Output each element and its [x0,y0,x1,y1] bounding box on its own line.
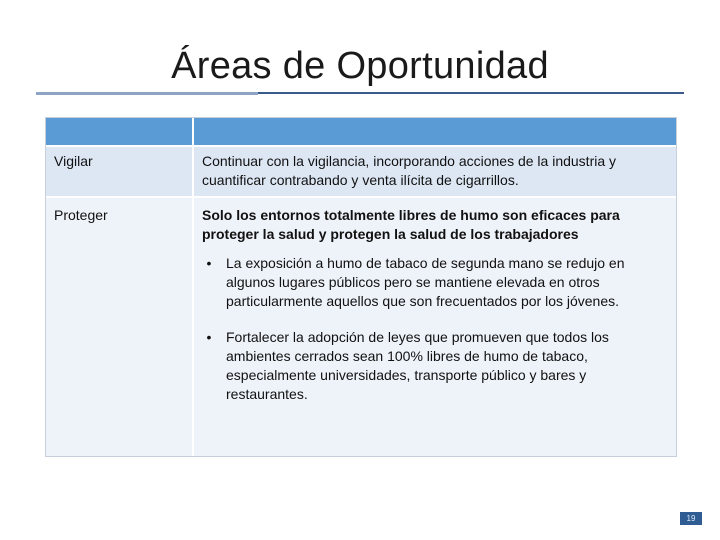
slide-title: Áreas de Oportunidad [171,45,549,87]
row-lead-proteger: Solo los entornos totalmente libres de humo son eficaces para proteger la salud y protegen la salud de los trabajadores [202,207,620,242]
title-underline-accent [36,92,258,95]
table-header-row [46,118,676,145]
row-text-vigilar: Continuar con la vigilancia, incorporando acciones de la industria y cuantificar contrabando y venta ilícita de cigarrillos. [202,153,617,188]
bullet-icon: • [206,255,212,271]
row-label-vigilar: Vigilar [46,147,194,196]
row-content-proteger [194,198,676,456]
bullet-text: La exposición a humo de tabaco de segunda mano se redujo en algunos lugares públicos pero se mantiene elevada en otros particularmente aquellos que son frecuentados por los jóvenes. [226,255,625,309]
table-row [46,196,676,456]
list-item [202,328,670,404]
table-header-cell [46,118,194,145]
row-label-proteger: Proteger [46,198,194,456]
page-number-badge: 19 [680,512,702,525]
table-row [46,145,676,196]
list-item [202,254,670,311]
bullet-text: Fortalecer la adopción de leyes que promueven que todos los ambientes cerrados sean 100% libres de humo de tabaco, especialmente universidades, transporte público y bares y restaurantes. [226,329,609,402]
bullet-icon: • [206,329,212,345]
bullet-list [202,254,670,404]
table-header-cell [194,118,676,145]
opportunity-table [45,117,677,457]
